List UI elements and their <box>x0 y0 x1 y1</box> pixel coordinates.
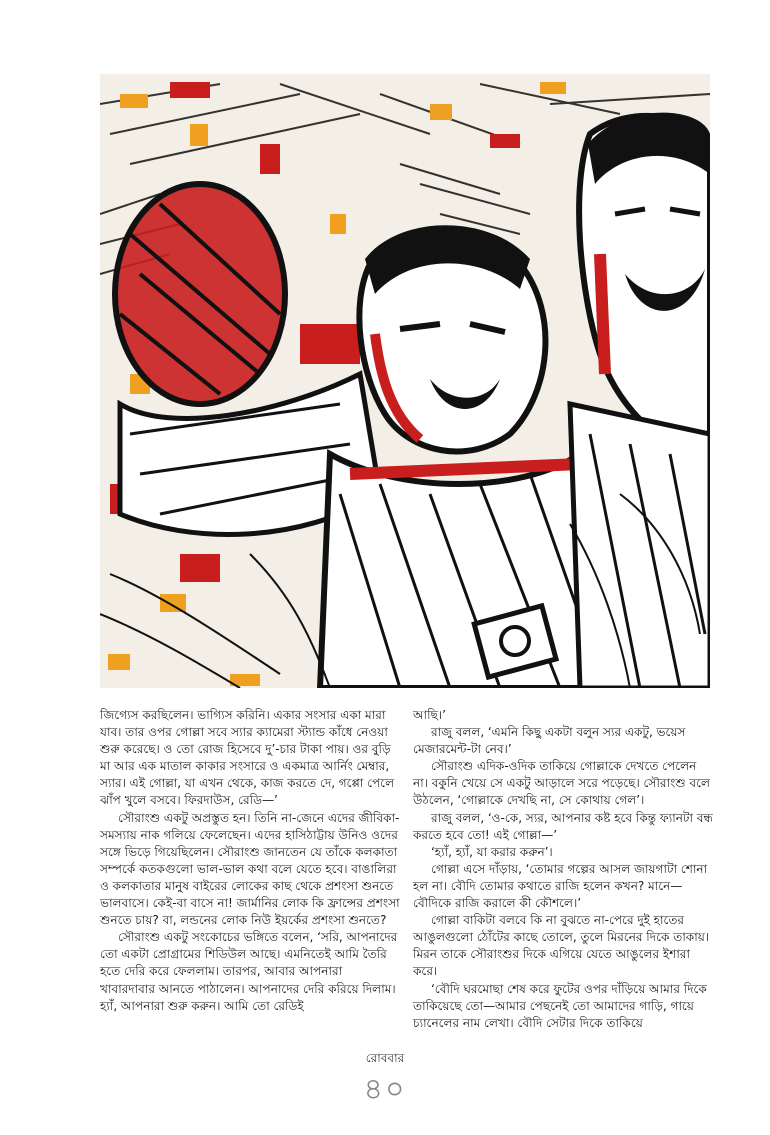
paragraph: সৌরাংশু একটু সংকোচের ভঙ্গিতে বলেন, ‘সরি, আপনাদের তো একটা প্রোগ্রামের শিডিউল আছে। এমনিতেই আমি তৈরি হতে দেরি করে ফেললাম। তারপর, আবার আপনারা খাবারদাবার আনতে পাঠালেন। আপনাদের দেরি করিয়ে দিলাম। হ্যাঁ, আপনারা শুরু করুন। আমি তো রেডিই <box>100 930 398 1013</box>
paragraph: গোল্লা বাকিটা বলবে কি না বুঝতে না-পেরে দুই হাতের আঙুলগুলো ঠোঁটের কাছে তোলে, তুলে মিরনের দিকে তাকায়। মিরন তাকে সৌরাংশুর দিকে এগিয়ে যেতে আঙুলের ইশারা করে। <box>413 913 710 979</box>
paragraph: আছি।’ <box>413 708 446 722</box>
text-column-left <box>100 707 400 1015</box>
paragraph: রাজু বলল, ‘ও-কে, স্যর, আপনার কষ্ট হবে কিন্তু ফ্যানটা বন্ধ করতে হবে তো! এই গোল্লা—’ <box>413 810 713 842</box>
magazine-label: রোববার <box>365 1051 405 1065</box>
paragraph: জিগ্যেস করছিলেন। ভাগ্যিস করিনি। একার সংসার একা মারা যাব। তার ওপর গোল্লা সবে স্যার ক্যামেরা স্ট্যান্ড কাঁধে নেওয়া শুরু করেছে। ও তো রোজ হিসেবে দু’-চার টাকা পায়। ওর বুড়ি মা আর এক মাতাল কাকার সংসারে ও একমাত্র আর্নিং মেম্বার, স্যার। এই গোল্লা, যা এখন থেকে, কাজ করতে দে, গপ্পো পেলে ঝাঁপ খুলে বসবে। ফিরদাউস, রেডি—’ <box>100 708 395 808</box>
illustration <box>100 74 710 688</box>
paragraph: গোল্লা এসে দাঁড়ায়, ‘তোমার গল্পের আসল জায়গাটা শোনা হল না। বৌদি তোমার কথাতে রাজি হলেন কখন? মানে—বৌদিকে রাজি করালে কী কৌশলে।’ <box>413 861 708 911</box>
text-column-right <box>413 707 713 1032</box>
paragraph: রাজু বলল, ‘এমনি কিছু একটা বলুন স্যর একটু, ভয়েস মেজারমেন্ট-টা নেব।’ <box>413 725 686 757</box>
paragraph: ‘বৌদি ঘরমোছা শেষ করে ফুটের ওপর দাঁড়িয়ে আমার দিকে তাকিয়েছে তো—আমার পেছনেই তো আমাদের গাড়ি, গায়ে চ্যানেলের নাম লেখা। বৌদি সেটার দিকে তাকিয়ে <box>413 981 707 1030</box>
paragraph: ‘হ্যাঁ, হ্যাঁ, যা করার করুন’। <box>431 844 553 859</box>
page-number: ৪০ <box>363 1072 407 1107</box>
paragraph: সৌরাংশু এদিক-ওদিক তাকিয়ে গোল্লাকে দেখতে পেলেন না। বকুনি খেয়ে সে একটু আড়ালে সরে পড়েছে। সৌরাংশু বলে উঠলেন, ‘গোল্লাকে দেখছি না, সে কোথায় গেল’। <box>413 759 710 808</box>
paragraph: সৌরাংশু একটু অপ্রস্তুত হন। তিনি না-জেনে এদের জীবিকা-সমস্যায় নাক গলিয়ে ফেলেছেন। এদের হাসিঠাট্টায় উনিও ওদের সঙ্গে ভিড়ে গিয়েছিলেন। সৌরাংশু জানতেন যে তাঁকে কলকাতা সম্পর্কে কতকগুলো ভাল-ভাল কথা বলে যেতে হবে। বাঙালিরা ও কলকাতার মানুষ বাইরের লোকের কাছ থেকে প্রশংসা শুনতে ভালবাসে। কেই-বা বাসে না! জার্মানির লোক কি ফ্রান্সের প্রশংসা শুনতে চায়? বা, লন্ডনের লোক নিউ ইয়র্কের প্রশংসা শুনতে? <box>100 810 400 928</box>
sketch-illustration-icon <box>100 74 710 688</box>
